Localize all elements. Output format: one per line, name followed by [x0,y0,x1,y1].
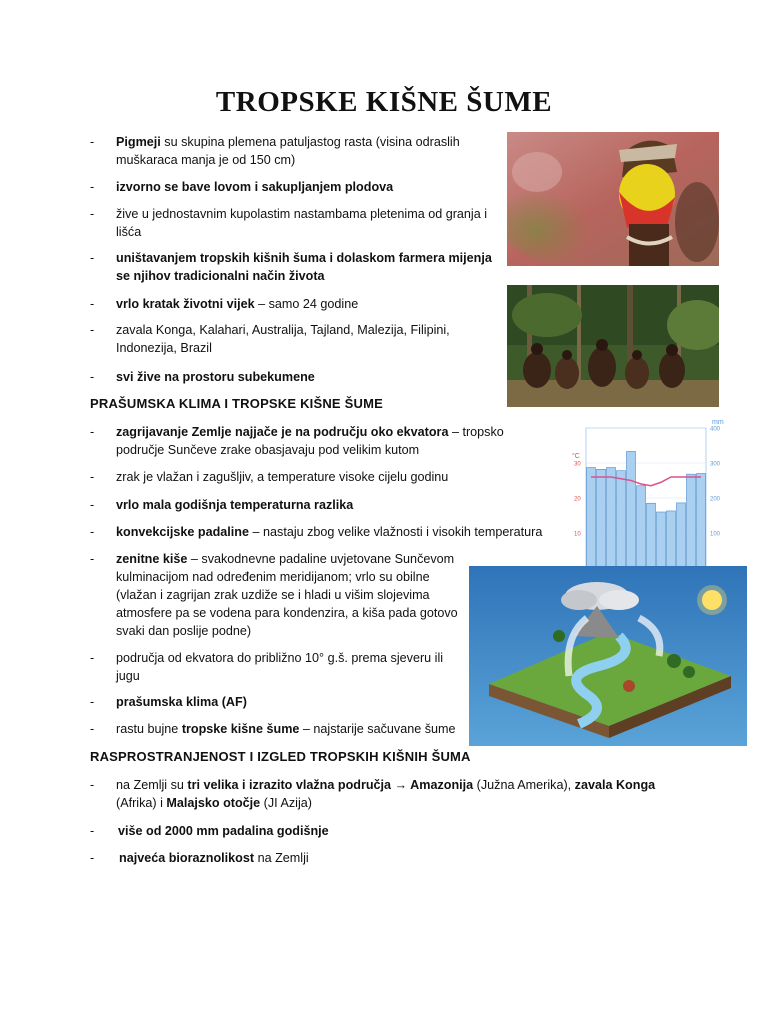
list-item: - vrlo mala godišnja temperaturna razlika [90,498,354,512]
list-item: - rastu bujne tropske kišne šume – najstarije sačuvane šume [90,722,456,736]
list-item: - zrak je vlažan i zagušljiv, a temperature visoke cijelu godinu [90,470,449,484]
page-title: TROPSKE KIŠNE ŠUME [215,86,553,118]
list-item: - najveća bioraznolikost na Zemlji [90,851,309,865]
list-item: - svi žive na prostoru subekumene [90,370,315,384]
precipitation-bar [637,486,646,568]
precipitation-bar [587,468,596,568]
list-item: - izvorno se bave lovom i sakupljanjem plodova [90,180,394,194]
climate-diagram [566,416,740,580]
list-item: - područja od ekvatora do približno 10° g.š. prema sjeveru ili jugu [90,651,444,683]
precipitation-bar [667,511,676,568]
list-item: - na Zemlji su tri velika i izrazito vlažna područja → Amazonija (Južna Amerika), zavala Konga (Afrika) i Malajsko otočje (JI Azija) [90,778,656,810]
list-item: - konvekcijske padaline – nastaju zbog velike vlažnosti i visokih temperatura [90,525,543,539]
precipitation-bar [597,469,606,568]
precipitation-bar [607,468,616,568]
list-item: - Pigmeji su skupina plemena patuljastog rasta (visina odraslih muškaraca manja je od 150 cm) [90,135,460,167]
precipitation-bar [647,503,656,568]
temperature-tick-label: 10 [574,531,581,538]
list-item: - više od 2000 mm padalina godišnje [90,824,329,838]
precipitation-tick-label: 300 [710,461,721,468]
temperature-tick-label: 20 [574,496,581,503]
pygmy-portrait-photo [507,132,719,266]
precipitation-bar [677,503,686,568]
precipitation-bar [687,474,696,568]
precipitation-tick-label: 100 [710,531,721,538]
list-item: - zenitne kiše – svakodnevne padaline uvjetovane Sunčevom kulminacijom nad određenim meridijanom; vrlo su obilne (vlažan i zagrijan zrak uzdiže se i hladi u višim slojevima atmosfere pa se vodena para kondenzira, a kiša pada gotovo svaki dan poslije podne) [90,552,458,638]
precipitation-bar [627,451,636,568]
precipitation-bar [657,512,666,568]
precipitation-tick-label: 400 [710,426,721,433]
temperature-axis-label: °C [572,453,580,460]
precipitation-bar [697,474,706,569]
temperature-tick-label: 30 [574,461,581,468]
precipitation-tick-label: 200 [710,496,721,503]
water-cycle-illustration [469,566,747,746]
list-item: - uništavanjem tropskih kišnih šuma i dolaskom farmera mijenja se njihov tradicionalni način života [90,251,492,283]
precipitation-bar [617,471,626,568]
list-item: - prašumska klima (AF) [90,695,247,709]
list-item: - zagrijavanje Zemlje najjače je na području oko ekvatora – tropsko područje Sunčeve zrake obasjavaju pod velikim kutom [90,425,504,457]
pygmy-group-forest-photo [507,285,719,407]
list-item: - žive u jednostavnim kupolastim nastambama pletenima od granja i lišća [90,207,488,239]
section-heading: RASPROSTRANJENOST I IZGLED TROPSKIH KIŠNIH ŠUMA [90,749,471,764]
list-item: - zavala Konga, Kalahari, Australija, Tajland, Malezija, Filipini, Indonezija, Brazil [90,323,450,355]
precipitation-axis-label: mm [712,419,724,426]
section-heading: PRAŠUMSKA KLIMA I TROPSKE KIŠNE ŠUME [90,396,383,411]
list-item: - vrlo kratak životni vijek – samo 24 godine [90,297,359,311]
